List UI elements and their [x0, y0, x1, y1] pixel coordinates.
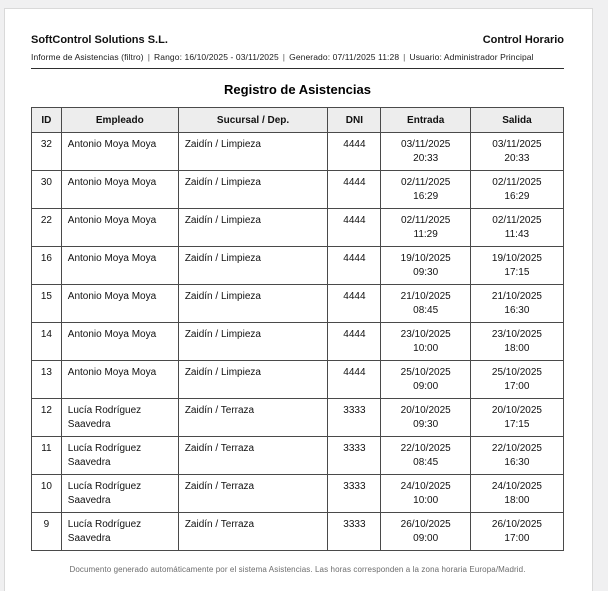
- cell-salida: [470, 247, 563, 285]
- cell-dni: 4444: [328, 285, 381, 323]
- cell-salida: [470, 513, 563, 551]
- meta-separator: |: [282, 52, 286, 62]
- cell-entrada: [381, 133, 470, 171]
- table-row: [32, 171, 564, 209]
- cell-entrada: [381, 399, 470, 437]
- entrada-date: 20/10/2025: [400, 405, 451, 416]
- cell-id: 15: [32, 285, 62, 323]
- salida-time: 20:33: [504, 152, 530, 164]
- salida-date: 22/10/2025: [491, 443, 542, 454]
- column-header-empleado: Empleado: [61, 108, 178, 133]
- column-header-entrada: Entrada: [381, 108, 470, 133]
- entrada-time: 09:00: [413, 380, 439, 392]
- cell-sucursal: Zaidín / Terraza: [178, 475, 327, 513]
- cell-empleado: Antonio Moya Moya: [61, 247, 178, 285]
- column-header-id: ID: [32, 108, 62, 133]
- table-row: [32, 475, 564, 513]
- cell-dni: 4444: [328, 133, 381, 171]
- table-row: [32, 247, 564, 285]
- salida-time: 17:00: [504, 532, 530, 544]
- cell-id: 13: [32, 361, 62, 399]
- table-header-row: [32, 108, 564, 133]
- cell-sucursal: Zaidín / Limpieza: [178, 361, 327, 399]
- entrada-date: 21/10/2025: [400, 291, 451, 302]
- salida-date: 23/10/2025: [491, 329, 542, 340]
- cell-empleado: Lucía Rodríguez Saavedra: [61, 437, 178, 475]
- entrada-date: 23/10/2025: [400, 329, 451, 340]
- cell-dni: 4444: [328, 247, 381, 285]
- entrada-time: 10:00: [413, 342, 439, 354]
- table-row: [32, 399, 564, 437]
- cell-salida: [470, 323, 563, 361]
- cell-empleado: Antonio Moya Moya: [61, 209, 178, 247]
- cell-dni: 3333: [328, 513, 381, 551]
- salida-time: 17:15: [504, 418, 530, 430]
- cell-empleado: Lucía Rodríguez Saavedra: [61, 513, 178, 551]
- salida-time: 17:15: [504, 266, 530, 278]
- salida-time: 16:30: [504, 304, 530, 316]
- entrada-date: 02/11/2025: [401, 177, 451, 188]
- entrada-time: 09:30: [413, 266, 439, 278]
- entrada-time: 09:00: [413, 532, 439, 544]
- salida-time: 17:00: [504, 380, 530, 392]
- entrada-time: 16:29: [413, 190, 439, 202]
- salida-date: 26/10/2025: [491, 519, 542, 530]
- app-title: Control Horario: [482, 34, 564, 46]
- cell-entrada: [381, 247, 470, 285]
- cell-entrada: [381, 171, 470, 209]
- entrada-time: 20:33: [413, 152, 439, 164]
- report-header: [31, 34, 564, 46]
- cell-salida: [470, 133, 563, 171]
- cell-entrada: [381, 209, 470, 247]
- cell-dni: 3333: [328, 475, 381, 513]
- cell-id: 11: [32, 437, 62, 475]
- cell-dni: 3333: [328, 437, 381, 475]
- salida-time: 11:43: [504, 228, 530, 240]
- cell-entrada: [381, 285, 470, 323]
- salida-date: 03/11/2025: [492, 139, 542, 150]
- cell-entrada: [381, 475, 470, 513]
- salida-time: 18:00: [504, 494, 530, 506]
- salida-date: 02/11/2025: [492, 215, 542, 226]
- cell-empleado: Antonio Moya Moya: [61, 285, 178, 323]
- cell-entrada: [381, 323, 470, 361]
- entrada-date: 02/11/2025: [401, 215, 451, 226]
- cell-salida: [470, 399, 563, 437]
- table-row: [32, 209, 564, 247]
- table-row: [32, 361, 564, 399]
- salida-time: 16:29: [504, 190, 530, 202]
- attendance-table: [31, 107, 564, 551]
- entrada-date: 26/10/2025: [400, 519, 451, 530]
- entrada-date: 03/11/2025: [401, 139, 451, 150]
- salida-date: 02/11/2025: [492, 177, 542, 188]
- cell-entrada: [381, 513, 470, 551]
- report-page: [4, 8, 593, 591]
- meta-item: Generado: 07/11/2025 11:28: [289, 52, 400, 62]
- cell-salida: [470, 209, 563, 247]
- cell-empleado: Antonio Moya Moya: [61, 323, 178, 361]
- attendance-table-body: [32, 133, 564, 551]
- cell-sucursal: Zaidín / Terraza: [178, 513, 327, 551]
- cell-empleado: Lucía Rodríguez Saavedra: [61, 475, 178, 513]
- meta-item: Usuario: Administrador Principal: [409, 52, 534, 62]
- header-divider: [31, 68, 564, 69]
- entrada-date: 25/10/2025: [400, 367, 451, 378]
- cell-sucursal: Zaidín / Limpieza: [178, 133, 327, 171]
- cell-sucursal: Zaidín / Limpieza: [178, 171, 327, 209]
- cell-salida: [470, 361, 563, 399]
- column-header-sucursal: Sucursal / Dep.: [178, 108, 327, 133]
- company-name: SoftControl Solutions S.L.: [31, 34, 168, 46]
- entrada-date: 24/10/2025: [400, 481, 451, 492]
- cell-dni: 3333: [328, 399, 381, 437]
- cell-sucursal: Zaidín / Limpieza: [178, 209, 327, 247]
- entrada-date: 19/10/2025: [400, 253, 451, 264]
- cell-salida: [470, 475, 563, 513]
- salida-date: 25/10/2025: [491, 367, 542, 378]
- entrada-date: 22/10/2025: [400, 443, 451, 454]
- entrada-time: 08:45: [413, 456, 439, 468]
- table-row: [32, 437, 564, 475]
- table-row: [32, 323, 564, 361]
- entrada-time: 10:00: [413, 494, 439, 506]
- entrada-time: 09:30: [413, 418, 439, 430]
- cell-sucursal: Zaidín / Terraza: [178, 437, 327, 475]
- cell-empleado: Antonio Moya Moya: [61, 361, 178, 399]
- cell-id: 10: [32, 475, 62, 513]
- cell-entrada: [381, 361, 470, 399]
- meta-item: Rango: 16/10/2025 - 03/11/2025: [154, 52, 279, 62]
- cell-id: 22: [32, 209, 62, 247]
- cell-sucursal: Zaidín / Terraza: [178, 399, 327, 437]
- salida-date: 21/10/2025: [491, 291, 542, 302]
- table-row: [32, 513, 564, 551]
- cell-dni: 4444: [328, 323, 381, 361]
- cell-salida: [470, 171, 563, 209]
- table-row: [32, 133, 564, 171]
- meta-separator: |: [147, 52, 151, 62]
- cell-salida: [470, 437, 563, 475]
- footer-note: Documento generado automáticamente por el sistema Asistencias. Las horas corresponden a la zona horaria Europa/Madrid.: [69, 565, 526, 574]
- cell-empleado: Lucía Rodríguez Saavedra: [61, 399, 178, 437]
- cell-empleado: Antonio Moya Moya: [61, 133, 178, 171]
- entrada-time: 08:45: [413, 304, 439, 316]
- table-row: [32, 285, 564, 323]
- report-title: Registro de Asistencias: [224, 82, 371, 97]
- report-meta-line: [31, 52, 564, 62]
- cell-id: 14: [32, 323, 62, 361]
- cell-sucursal: Zaidín / Limpieza: [178, 285, 327, 323]
- entrada-time: 11:29: [413, 228, 438, 240]
- column-header-dni: DNI: [328, 108, 381, 133]
- column-header-salida: Salida: [470, 108, 563, 133]
- cell-dni: 4444: [328, 171, 381, 209]
- cell-id: 9: [32, 513, 62, 551]
- salida-time: 16:30: [504, 456, 530, 468]
- salida-date: 19/10/2025: [491, 253, 542, 264]
- cell-id: 12: [32, 399, 62, 437]
- cell-entrada: [381, 437, 470, 475]
- salida-date: 24/10/2025: [491, 481, 542, 492]
- salida-time: 18:00: [504, 342, 530, 354]
- cell-dni: 4444: [328, 361, 381, 399]
- meta-separator: |: [403, 52, 406, 62]
- cell-id: 32: [32, 133, 62, 171]
- cell-id: 30: [32, 171, 62, 209]
- cell-sucursal: Zaidín / Limpieza: [178, 247, 327, 285]
- meta-item: Informe de Asistencias (filtro): [31, 52, 144, 62]
- cell-salida: [470, 285, 563, 323]
- cell-id: 16: [32, 247, 62, 285]
- cell-dni: 4444: [328, 209, 381, 247]
- cell-empleado: Antonio Moya Moya: [61, 171, 178, 209]
- cell-sucursal: Zaidín / Limpieza: [178, 323, 327, 361]
- salida-date: 20/10/2025: [491, 405, 542, 416]
